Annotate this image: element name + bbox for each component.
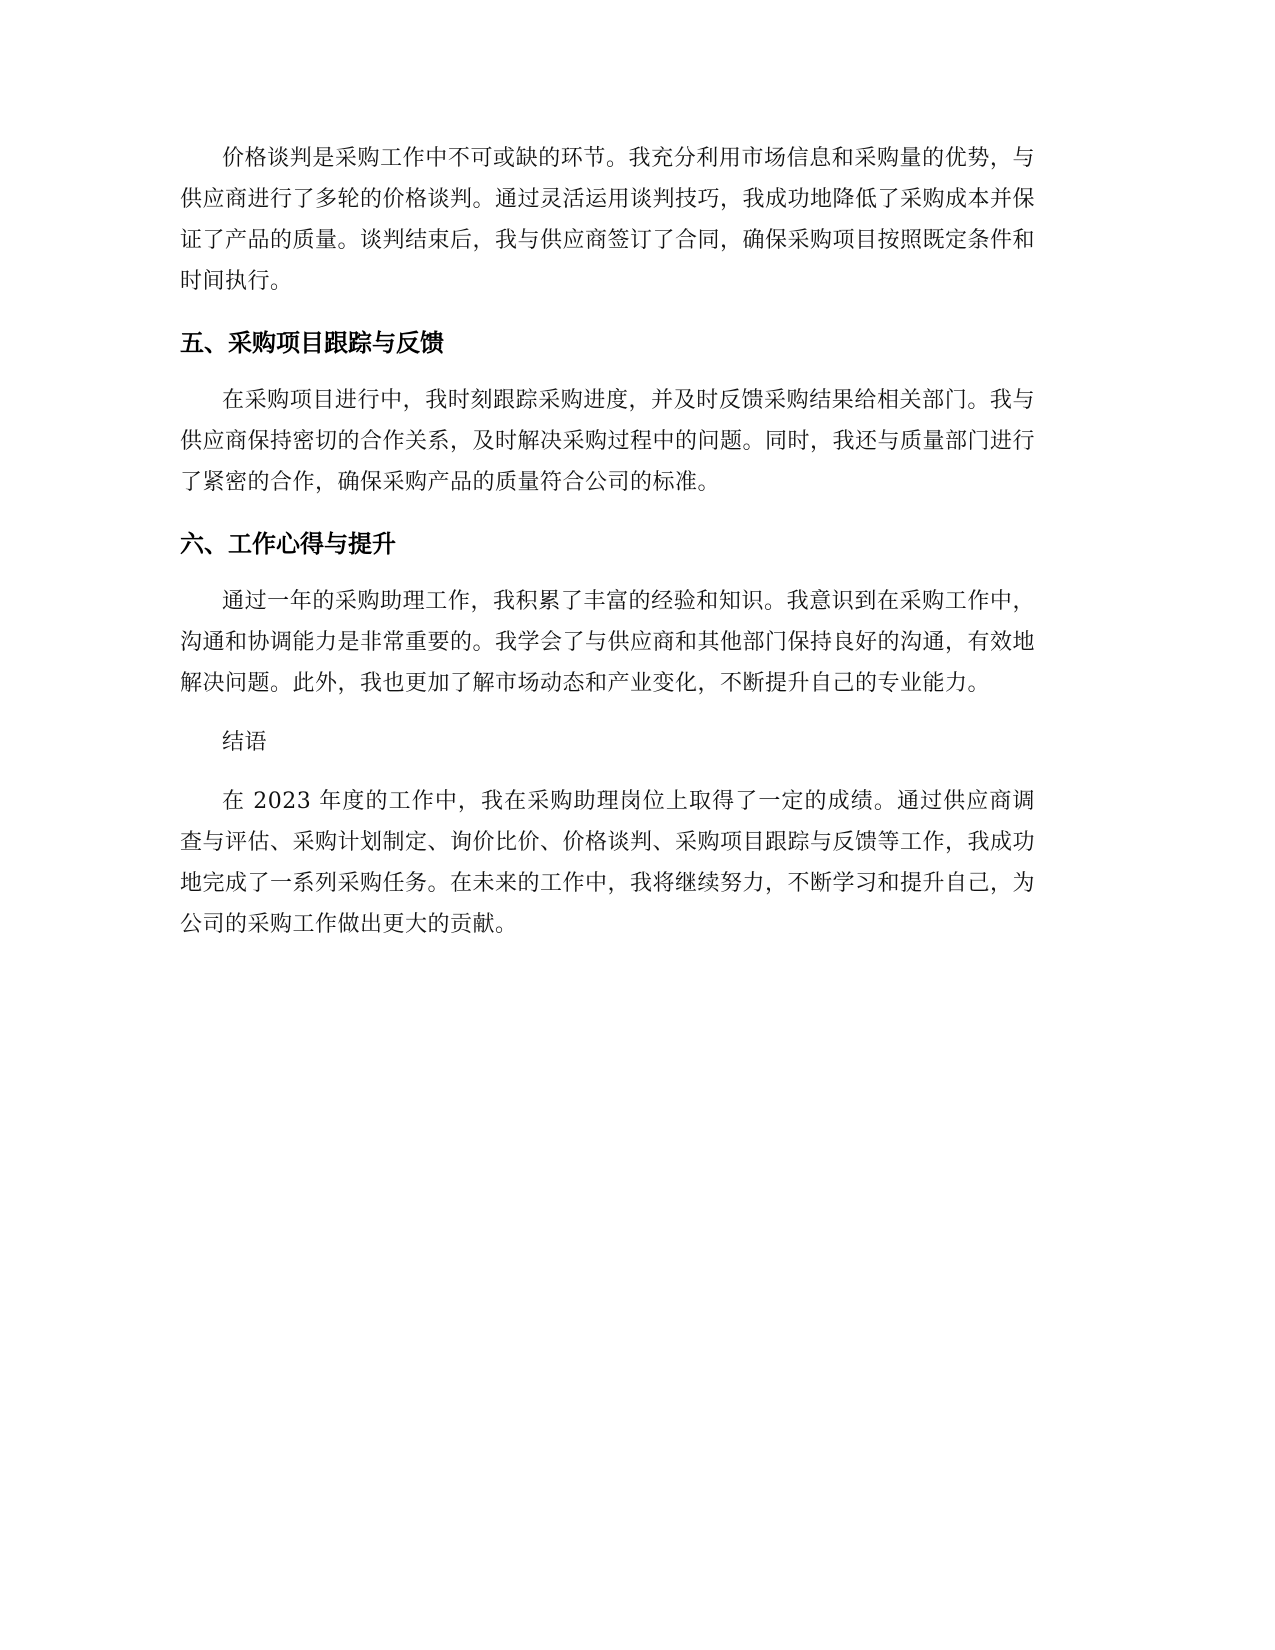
paragraph-tracking-feedback: 在采购项目进行中，我时刻跟踪采购进度，并及时反馈采购结果给相关部门。我与供应商保持密切的合作关系，及时解决采购过程中的问题。同时，我还与质量部门进行了紧密的合作，确保采购产品的质量符合公司的标准。 — [180, 388, 1036, 495]
paragraph-experience: 通过一年的采购助理工作，我积累了丰富的经验和知识。我意识到在采购工作中，沟通和协调能力是非常重要的。我学会了与供应商和其他部门保持良好的沟通，有效地解决问题。此外，我也更加了解市场动态和产业变化，不断提升自己的专业能力。 — [180, 589, 1036, 696]
conclusion-title: 结语 — [222, 730, 268, 755]
section-heading-experience: 六、工作心得与提升 — [180, 530, 396, 558]
section-heading-tracking-feedback: 五、采购项目跟踪与反馈 — [180, 329, 444, 357]
document-page — [180, 138, 1035, 945]
paragraph-price-negotiation: 价格谈判是采购工作中不可或缺的环节。我充分利用市场信息和采购量的优势，与供应商进行了多轮的价格谈判。通过灵活运用谈判技巧，我成功地降低了采购成本并保证了产品的质量。谈判结束后，我与供应商签订了合同，确保采购项目按照既定条件和时间执行。 — [180, 146, 1036, 294]
paragraph-conclusion: 在 2023 年度的工作中，我在采购助理岗位上取得了一定的成绩。通过供应商调查与评估、采购计划制定、询价比价、价格谈判、采购项目跟踪与反馈等工作，我成功地完成了一系列采购任务。在未来的工作中，我将继续努力，不断学习和提升自己，为公司的采购工作做出更大的贡献。 — [180, 789, 1036, 937]
